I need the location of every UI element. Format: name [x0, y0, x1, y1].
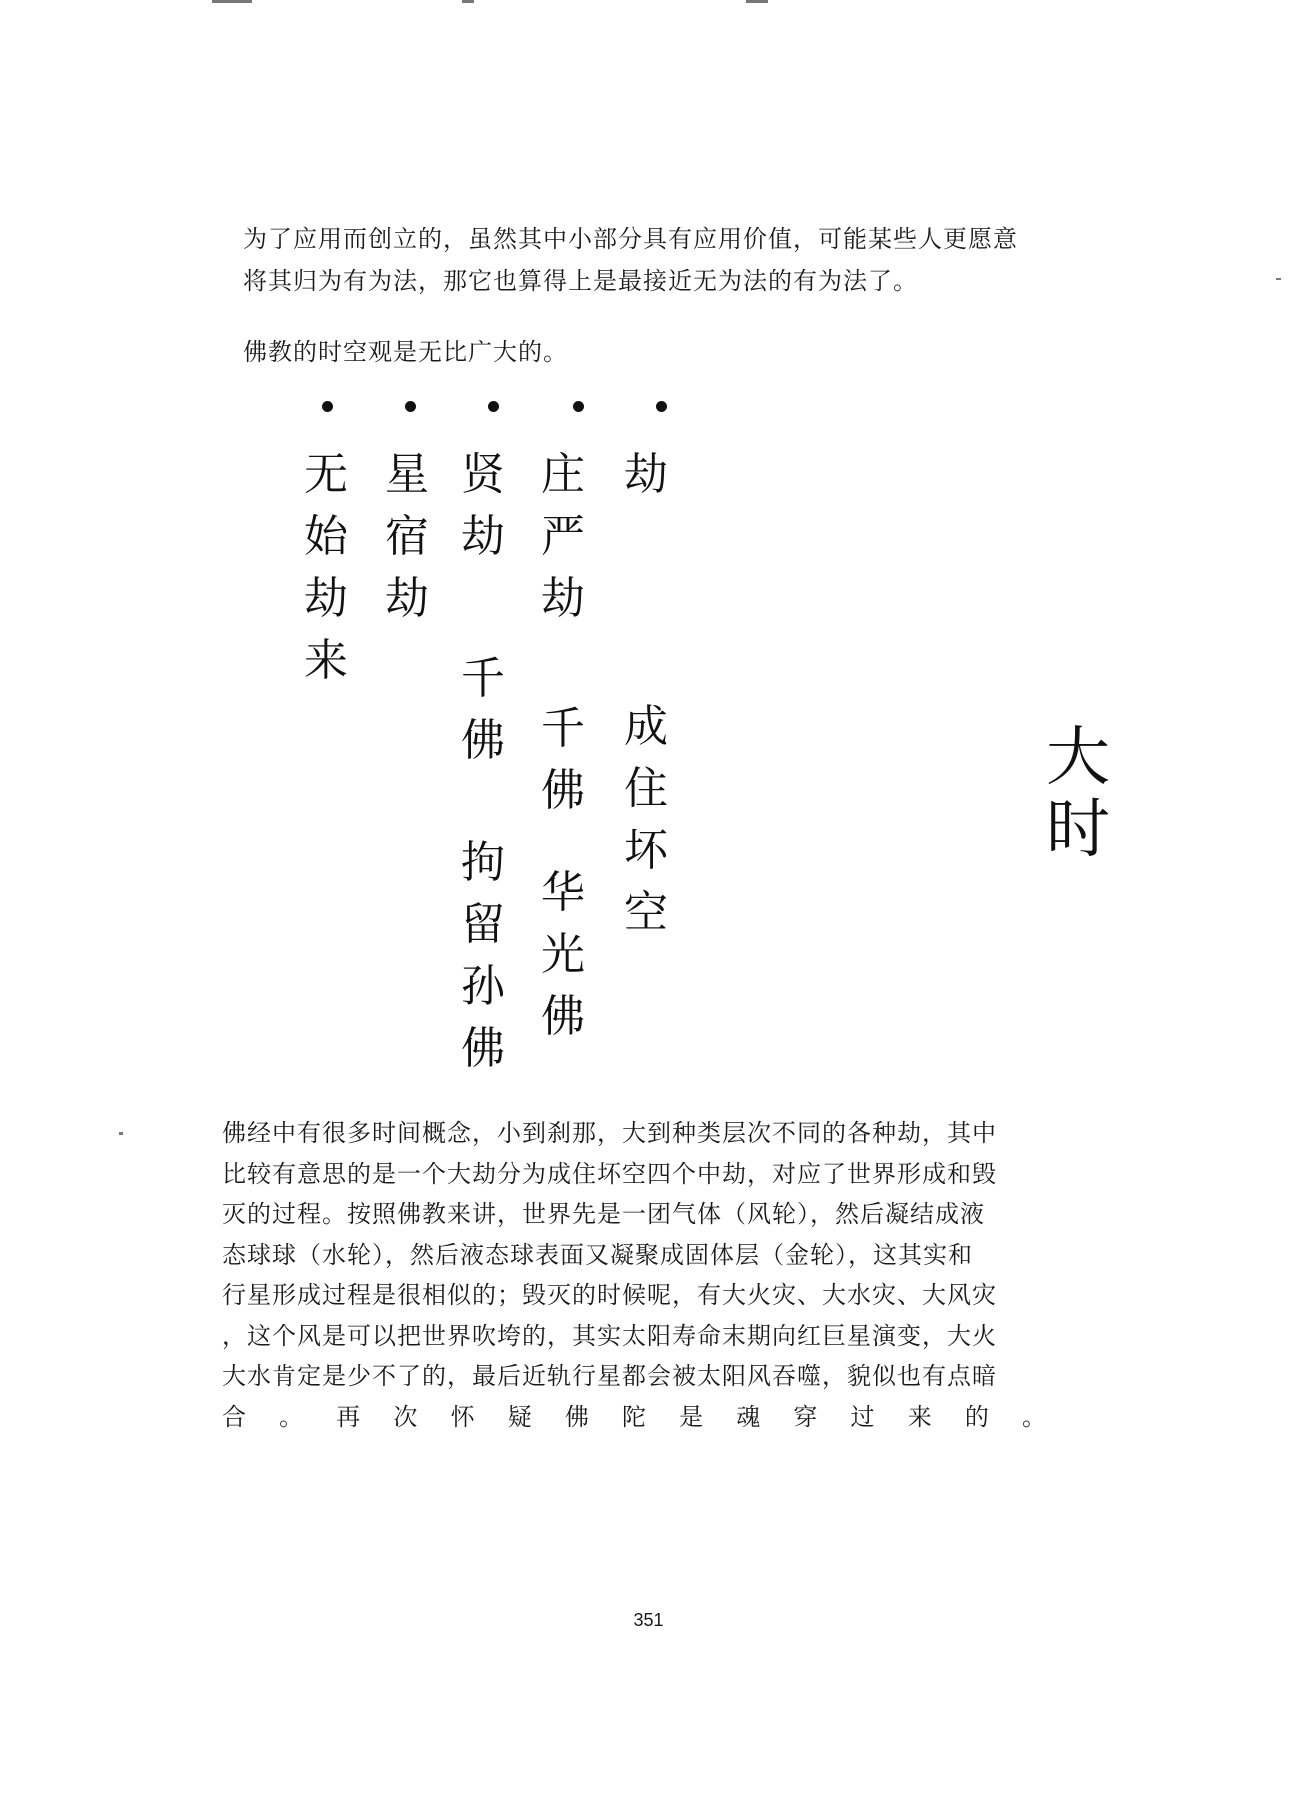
- page-number: 351: [633, 1610, 664, 1630]
- handwritten-char: 劫: [461, 511, 505, 562]
- text-line-justified: [222, 1397, 1047, 1438]
- spaced-char: 。: [1021, 1402, 1047, 1431]
- handwritten-char: 留: [461, 899, 505, 950]
- handwritten-char: 住: [624, 763, 668, 814]
- bullet-dot: [405, 401, 416, 412]
- bullet-dot: [488, 401, 499, 412]
- handwritten-char: 孙: [461, 961, 505, 1012]
- text-line: ，这个风是可以把世界吹垮的，其实太阳寿命末期向红巨星演变，大火: [222, 1321, 997, 1350]
- spaced-char: 的: [964, 1402, 990, 1431]
- spaced-char: 疑: [507, 1402, 533, 1431]
- handwritten-char: 劫: [304, 573, 348, 624]
- kalpa-column-virtuous-buddhas: [453, 648, 513, 772]
- spacetime-sentence: [243, 331, 568, 373]
- scan-mark-top-2: [462, 0, 474, 3]
- handwritten-char: 无: [304, 449, 348, 500]
- text-line: 为了应用而创立的，虽然其中小部分具有应用价值，可能某些人更愿意: [243, 225, 1018, 253]
- spaced-char: 来: [907, 1402, 933, 1431]
- intro-paragraph: [243, 218, 1018, 302]
- handwritten-char: 佛: [461, 1023, 505, 1074]
- handwritten-char: 劫: [385, 573, 429, 624]
- text-line: 比较有意思的是一个大劫分为成住坏空四个中劫，对应了世界形成和毁: [222, 1159, 997, 1188]
- spaced-char: 佛: [564, 1402, 590, 1431]
- spaced-char: 穿: [793, 1402, 819, 1431]
- text-line: 行星形成过程是很相似的；毁灭的时候呢，有大火灾、大水灾、大风灾: [222, 1281, 997, 1309]
- scan-mark-left: [119, 1132, 123, 1135]
- text-line: 态球球（水轮），然后液态球表面又凝聚成固体层（金轮），这其实和: [222, 1240, 973, 1269]
- spaced-char: 陀: [621, 1402, 647, 1431]
- bullet-dot: [573, 401, 584, 412]
- handwritten-char: 空: [624, 887, 668, 938]
- text-line: 大水肯定是少不了的，最后近轨行星都会被太阳风吞噬，貌似也有点暗: [222, 1362, 997, 1390]
- kalpa-column-virtuous: [453, 444, 513, 568]
- kalpa-column-kalpa: [616, 444, 676, 506]
- handwritten-char: 千: [541, 703, 585, 754]
- bullet-dot: [322, 401, 333, 412]
- spaced-char: 合: [222, 1402, 247, 1431]
- kalpa-column-padmaprabha: [533, 862, 593, 1048]
- handwritten-char: 成: [624, 701, 668, 752]
- text-line: 将其归为有为法，那它也算得上是最接近无为法的有为法了。: [243, 267, 918, 295]
- handwritten-char: 始: [304, 511, 348, 562]
- spaced-char: 过: [850, 1402, 876, 1431]
- handwritten-char: 华: [541, 867, 585, 918]
- handwritten-char: 佛: [461, 715, 505, 766]
- bullet-dot: [656, 401, 667, 412]
- handwritten-char: 劫: [624, 449, 668, 500]
- text-line: 灭的过程。按照佛教来讲，世界先是一团气体（风轮），然后凝结成液: [222, 1200, 985, 1228]
- kalpa-column-four-stages: [616, 696, 676, 944]
- spaced-char: 。: [279, 1402, 305, 1431]
- spaced-char: 怀: [450, 1402, 476, 1431]
- kalpa-column-beginningless: [296, 444, 356, 692]
- handwritten-char: 严: [541, 511, 585, 562]
- handwritten-char: 宿: [385, 511, 429, 562]
- handwritten-char: 劫: [541, 573, 585, 624]
- great-time-label: [1038, 722, 1118, 866]
- spaced-char: 魂: [736, 1402, 762, 1431]
- handwritten-char: 贤: [461, 449, 505, 500]
- kalpa-paragraph: [222, 1113, 1047, 1437]
- handwritten-char: 佛: [541, 991, 585, 1042]
- text-line: 佛经中有很多时间概念，小到刹那，大到种类层次不同的各种劫，其中: [222, 1119, 997, 1147]
- text-line: 佛教的时空观是无比广大的。: [243, 338, 568, 366]
- handwritten-char: 来: [304, 635, 348, 686]
- kalpa-column-adornment: [533, 444, 593, 630]
- spaced-char: 再: [336, 1402, 362, 1431]
- handwritten-char: 庄: [541, 449, 585, 500]
- kalpa-column-adornment-buddhas: [533, 698, 593, 822]
- scan-mark-right: [1276, 278, 1281, 280]
- handwritten-char: 大: [1046, 721, 1110, 795]
- handwritten-char: 佛: [541, 765, 585, 816]
- scan-mark-top-3: [746, 0, 768, 3]
- handwritten-char: 千: [461, 653, 505, 704]
- handwritten-char: 星: [385, 449, 429, 500]
- handwritten-char: 时: [1046, 793, 1110, 867]
- spaced-char: 是: [679, 1402, 705, 1431]
- handwritten-char: 拘: [461, 837, 505, 888]
- handwritten-char: 光: [541, 929, 585, 980]
- spaced-char: 次: [393, 1402, 419, 1431]
- kalpa-column-krakucchanda: [453, 832, 513, 1080]
- bullet-row: [0, 401, 1297, 421]
- scan-mark-top-1: [212, 0, 252, 3]
- kalpa-column-constellation: [377, 444, 437, 630]
- handwritten-char: 坏: [624, 825, 668, 876]
